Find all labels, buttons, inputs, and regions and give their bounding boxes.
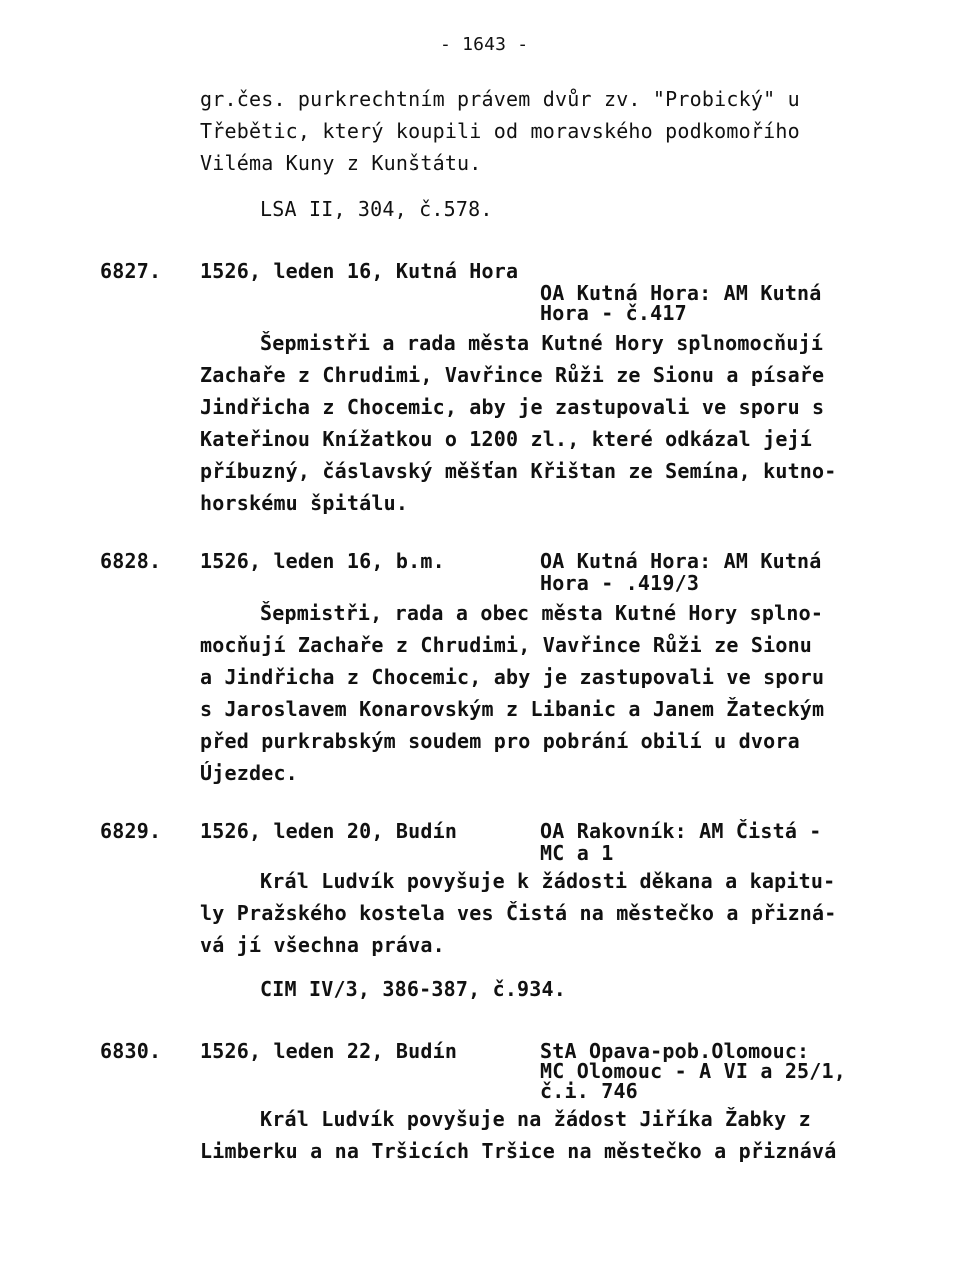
intro-line: Viléma Kuny z Kunštátu. — [200, 151, 482, 175]
entry-text-line: Šepmistři a rada města Kutné Hory splnomocňují — [260, 331, 824, 355]
entry-text-line: Limberku a na Tršicích Tršice na městečko a přiznává — [200, 1139, 837, 1163]
page-number: - 1643 - — [440, 34, 529, 55]
entry-archive-line: StA Opava-pob.Olomouc: — [540, 1039, 810, 1063]
entry-archive-line: č.i. 746 — [540, 1079, 638, 1103]
entry-date-place: 1526, leden 16, b.m. — [200, 549, 445, 573]
entry-date-place: 1526, leden 20, Budín — [200, 819, 458, 843]
entry-text-line: Král Ludvík povyšuje k žádosti děkana a kapitu- — [260, 869, 836, 893]
entry-text-line: ly Pražského kostela ves Čistá na městečko a přizná- — [200, 901, 837, 925]
intro-citation: LSA II, 304, č.578. — [260, 197, 493, 221]
entry-text-line: vá jí všechna práva. — [200, 933, 445, 957]
entry-archive-line: OA Kutná Hora: AM Kutná — [540, 281, 822, 305]
entry-text-line: s Jaroslavem Konarovským z Libanic a Janem Žateckým — [200, 697, 825, 721]
entry-archive-line: Hora - .419/3 — [540, 571, 700, 595]
entry-text-line: Újezdec. — [200, 761, 298, 785]
entry-archive-line: MC a 1 — [540, 841, 614, 865]
entry-archive-line: OA Rakovník: AM Čistá - — [540, 819, 822, 843]
entry-archive-line: OA Kutná Hora: AM Kutná — [540, 549, 822, 573]
entry-number: 6830. — [100, 1039, 162, 1063]
entry-text-line: horskému špitálu. — [200, 491, 409, 515]
entry-text-line: mocňují Zachaře z Chrudimi, Vavřince Růži ze Sionu — [200, 633, 813, 657]
entry-number: 6827. — [100, 259, 162, 283]
entry-text-line: před purkrabským soudem pro pobrání obilí u dvora — [200, 729, 800, 753]
entry-archive-line: MC Olomouc - A VI a 25/1, — [540, 1059, 847, 1083]
entry-number: 6829. — [100, 819, 162, 843]
entry-text-line: Zachaře z Chrudimi, Vavřince Růži ze Sionu a písaře — [200, 363, 825, 387]
entry-archive-line: Hora - č.417 — [540, 301, 687, 325]
entry-number: 6828. — [100, 549, 162, 573]
entry-text-line: Král Ludvík povyšuje na žádost Jiříka Žabky z — [260, 1107, 811, 1131]
entry-citation: CIM IV/3, 386-387, č.934. — [260, 977, 567, 1001]
entry-text-line: Šepmistři, rada a obec města Kutné Hory splno- — [260, 601, 824, 625]
intro-line: gr.čes. purkrechtním právem dvůr zv. "Probický" u — [200, 87, 800, 111]
entry-date-place: 1526, leden 22, Budín — [200, 1039, 458, 1063]
entry-text-line: příbuzný, čáslavský měšťan Křištan ze Semína, kutno- — [200, 459, 837, 483]
entry-date-place: 1526, leden 16, Kutná Hora — [200, 259, 519, 283]
entry-text-line: Jindřicha z Chocemic, aby je zastupovali ve sporu s — [200, 395, 825, 419]
entry-text-line: Kateřinou Knížatkou o 1200 zl., které odkázal její — [200, 427, 813, 451]
intro-line: Třebětic, který koupili od moravského podkomořího — [200, 119, 800, 143]
entry-text-line: a Jindřicha z Chocemic, aby je zastupovali ve sporu — [200, 665, 825, 689]
